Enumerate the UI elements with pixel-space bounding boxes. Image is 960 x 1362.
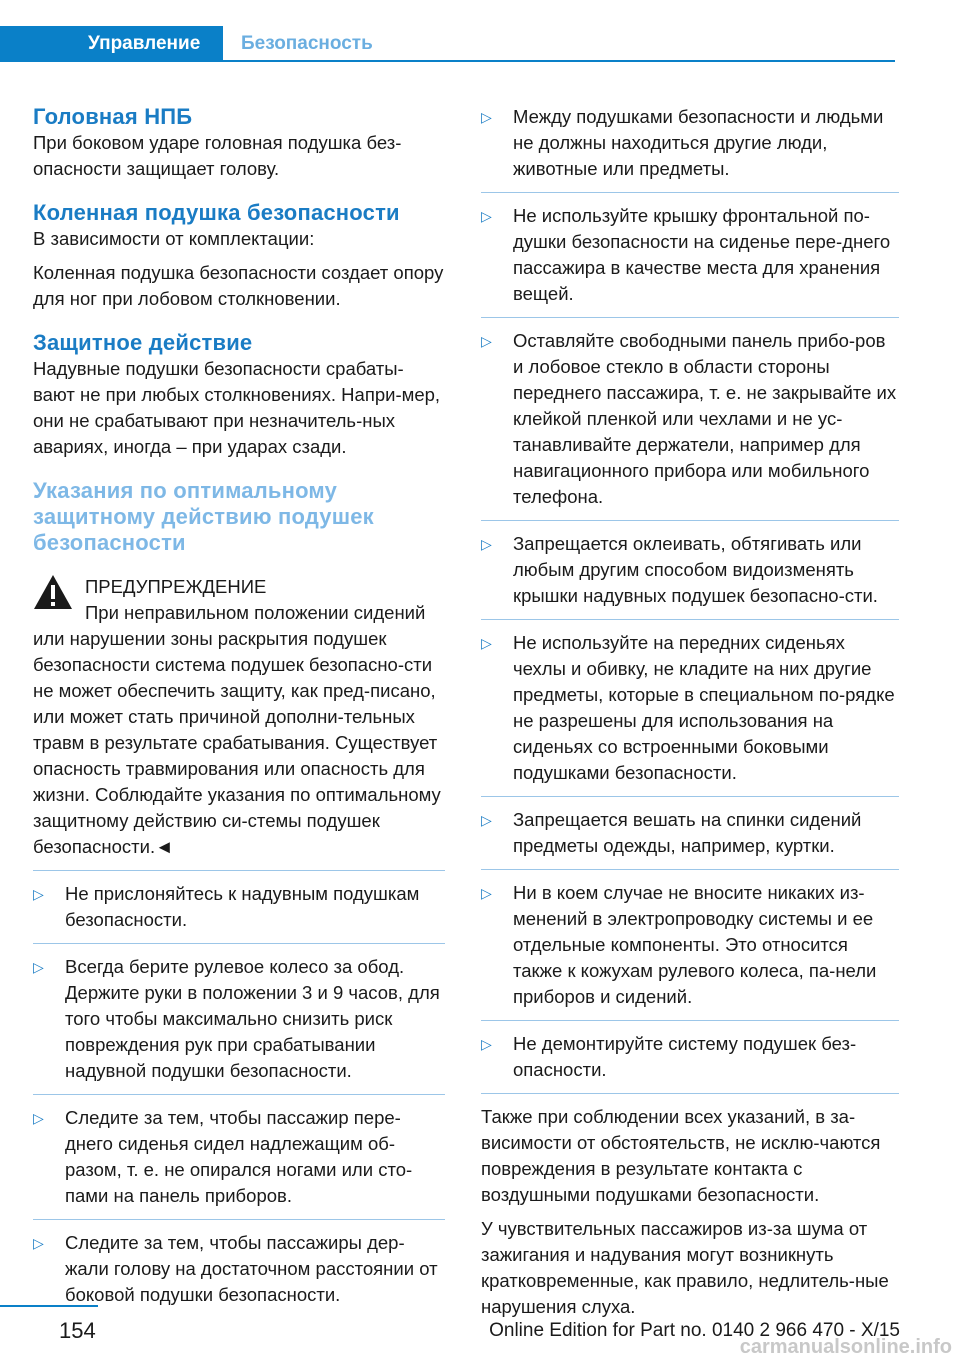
- left-bullet-list: [33, 881, 445, 1308]
- list-item-text: Не используйте на передних сиденьях чехлы и обивку, не кладите на них другие предметы, которые в специальном по-рядке не разрешены для использования на сиденьях со встроенными боковыми подушками безопасности.: [513, 632, 895, 783]
- bullet-triangle-icon: ▷: [481, 885, 492, 901]
- tab-control[interactable]: Управление: [0, 26, 223, 62]
- list-item: [33, 881, 445, 933]
- warning-text: или нарушении зоны раскрытия подушек безопасности система подушек безопасно-сти не может обеспечить защиту, как пред-писано, или может стать причиной дополни-тельных травм в результате срабатывания. Существует опасность травмирования или опасность для жизни. Соблюдайте указания по оптимальному защитному действию си-стемы подушек безопасности.◄: [33, 628, 441, 857]
- list-item-text: Не используйте крышку фронтальной по-душки безопасности на сиденье пере-днего пассажира в качестве места для хранения вещей.: [513, 205, 891, 304]
- list-item-text: Всегда берите рулевое колесо за обод. Держите руки в положении 3 и 9 часов, для того чтобы максимально снизить риск повреждения рук при срабатывании надувной подушки безопасности.: [65, 956, 440, 1081]
- heading-guidelines: Указания по оптимальному защитному действию подушек безопасности: [33, 478, 374, 555]
- divider: [481, 869, 899, 870]
- page-number: 154: [59, 1318, 96, 1343]
- list-item-text: Следите за тем, чтобы пассажир пере-днего сиденья сидел надлежащим об-разом, т. е. не опирался ногами или сто-пами на панель приборов.: [65, 1107, 413, 1206]
- divider: [481, 317, 899, 318]
- warning-block: [33, 574, 445, 860]
- divider: [33, 1094, 445, 1095]
- footer-rule: [0, 1305, 98, 1307]
- bullet-triangle-icon: ▷: [481, 812, 492, 828]
- para-knee-equipment: В зависимости от комплектации:: [33, 228, 315, 249]
- divider: [481, 1093, 899, 1094]
- right-bullet-list: [481, 104, 899, 1094]
- list-item: [481, 1031, 899, 1083]
- bullet-triangle-icon: ▷: [481, 208, 492, 224]
- list-item: [481, 531, 899, 609]
- divider: [481, 619, 899, 620]
- list-item: [481, 880, 899, 1010]
- bullet-triangle-icon: ▷: [481, 333, 492, 349]
- warning-triangle-icon: [33, 574, 73, 610]
- list-item-text: Не демонтируйте систему подушек без-опасности.: [513, 1033, 857, 1080]
- divider: [33, 1219, 445, 1220]
- heading-protection: Защитное действие: [33, 330, 253, 355]
- warning-text-first: При неправильном положении сидений: [85, 602, 426, 623]
- heading-knee-airbag: Коленная подушка безопасности: [33, 200, 400, 225]
- list-item: [481, 807, 899, 859]
- para-protection: Надувные подушки безопасности срабаты-вают не при любых столкновениях. Напри-мер, они не срабатывают при незначитель-ных авариях, иногда – при ударах сзади.: [33, 358, 441, 457]
- header-bar: [0, 26, 895, 62]
- list-item-text: Между подушками безопасности и людьми не должны находиться другие люди, животные или предметы.: [513, 106, 884, 179]
- divider: [481, 192, 899, 193]
- bullet-triangle-icon: ▷: [33, 886, 44, 902]
- list-item: [481, 104, 899, 182]
- divider: [481, 1020, 899, 1021]
- edition-info: Online Edition for Part no. 0140 2 966 470 - X/15: [489, 1320, 900, 1341]
- list-item: [33, 1105, 445, 1209]
- list-item-text: Не прислоняйтесь к надувным подушкам безопасности.: [65, 883, 420, 930]
- bullet-triangle-icon: ▷: [481, 536, 492, 552]
- list-item-text: Следите за тем, чтобы пассажиры дер-жали голову на достаточном расстоянии от боковой подушки безопасности.: [65, 1232, 438, 1305]
- list-item: [481, 328, 899, 510]
- watermark: carmanualsonline.info: [739, 1336, 952, 1358]
- bullet-triangle-icon: ▷: [33, 1110, 44, 1126]
- para-knee-airbag: Коленная подушка безопасности создает опору для ног при лобовом столкновении.: [33, 262, 444, 309]
- bullet-triangle-icon: ▷: [481, 1036, 492, 1052]
- header-rule: [223, 60, 895, 62]
- list-item: [33, 1230, 445, 1308]
- divider: [33, 943, 445, 944]
- para-head-airbag: При боковом ударе головная подушка без-опасности защищает голову.: [33, 132, 402, 179]
- tab-safety[interactable]: Безопасность: [241, 33, 373, 54]
- list-item: [481, 203, 899, 307]
- bullet-triangle-icon: ▷: [481, 635, 492, 651]
- right-column: [481, 104, 899, 1320]
- heading-head-airbag: Головная НПБ: [33, 104, 193, 129]
- list-item-text: Оставляйте свободными панель прибо-ров и лобовое стекло в области стороны переднего пассажира, т. е. не закрывайте их клейкой пленкой или чехлами и не ус-танавливайте держатели, например для навигационного прибора или мобильного телефона.: [513, 330, 897, 507]
- left-column: [33, 104, 445, 1308]
- warning-title: ПРЕДУПРЕЖДЕНИЕ: [85, 576, 267, 597]
- bullet-triangle-icon: ▷: [33, 1235, 44, 1251]
- divider: [33, 870, 445, 871]
- bullet-triangle-icon: ▷: [33, 959, 44, 975]
- para-residual-risk: Также при соблюдении всех указаний, в за-висимости от обстоятельств, не исклю-чаются повреждения в результате контакта с воздушными подушками безопасности.: [481, 1106, 881, 1205]
- list-item: [481, 630, 899, 786]
- divider: [481, 520, 899, 521]
- list-item: [33, 954, 445, 1084]
- divider: [481, 796, 899, 797]
- para-hearing: У чувствительных пассажиров из-за шума от зажигания и надувания могут возникнуть кратковременные, как правило, недлитель-ные нарушения слуха.: [481, 1218, 889, 1317]
- list-item-text: Запрещается оклеивать, обтягивать или любым другим способом видоизменять крышки надувных подушек безопасно-сти.: [513, 533, 878, 606]
- bullet-triangle-icon: ▷: [481, 109, 492, 125]
- list-item-text: Ни в коем случае не вносите никаких из-менений в электропроводку системы и ее отдельные компоненты. Это относится также к кожухам рулевого колеса, па-нели приборов и сидений.: [513, 882, 877, 1007]
- list-item-text: Запрещается вешать на спинки сидений предметы одежды, например, куртки.: [513, 809, 862, 856]
